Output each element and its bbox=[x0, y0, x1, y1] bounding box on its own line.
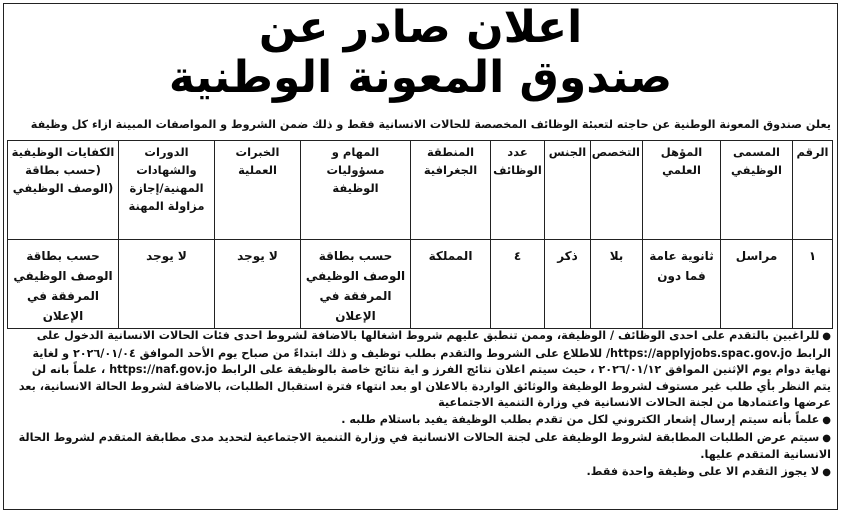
cell-gender: ذكر bbox=[545, 240, 591, 329]
note-application-line4: يتم النظر بأي طلب غير مستوف لشروط الوظيفة والوثائق الواردة بالاعلان او بعد انتهاء فترة استقبال الطلبات، بالاضافة لشروط الحالة الانسانية، بعد bbox=[18, 379, 831, 393]
note-committee-line2: الانسانية المتقدم عليها. bbox=[700, 448, 831, 462]
notes-section bbox=[10, 328, 831, 481]
jobs-table bbox=[7, 140, 833, 329]
announcement-title-line1: اعلان صادر عن bbox=[258, 2, 583, 53]
intro-text: يعلن صندوق المعونة الوطنية عن حاجته لتعبئة الوظائف المخصصة للحالات الانسانية فقط و ذلك ضمن الشروط و المواصفات المبينة ازاء كل وظيفة bbox=[30, 118, 831, 131]
bullet-icon: ● bbox=[822, 331, 831, 342]
table-row bbox=[8, 240, 833, 329]
note-committee-line1 bbox=[10, 430, 831, 448]
col-header-vacancies: عدد الوظائف bbox=[491, 141, 545, 240]
cell-number: ١ bbox=[793, 240, 833, 329]
cell-specialization: بلا bbox=[591, 240, 643, 329]
col-header-gender: الجنس bbox=[545, 141, 591, 240]
cell-region: المملكة bbox=[411, 240, 491, 329]
col-header-duties: المهام و مسؤوليات الوظيفة bbox=[301, 141, 411, 240]
note-application-line2: الرابط https://applyjobs.spac.gov.jo/ للاطلاع على الشروط والتقدم بطلب توظيف و ذلك ابتداءً من صباح يوم الأحد الموافق ٢٠٢٦/٠١/٠٤ و لغاية bbox=[32, 346, 831, 360]
note-application-line1 bbox=[10, 328, 831, 346]
col-header-experience: الخبرات العملية bbox=[215, 141, 301, 240]
col-header-qualification: المؤهل العلمي bbox=[643, 141, 721, 240]
col-header-competencies: الكفايات الوظيفية (حسب بطاقة (الوصف الوظيفي bbox=[8, 141, 119, 240]
col-header-courses: الدورات والشهادات المهنية/إجازة مزاولة المهنة bbox=[119, 141, 215, 240]
col-header-number: الرقم bbox=[793, 141, 833, 240]
bullet-icon: ● bbox=[822, 414, 831, 426]
cell-job-title: مراسل bbox=[721, 240, 793, 329]
col-header-job-title: المسمى الوظيفي bbox=[721, 141, 793, 240]
cell-experience: لا يوجد bbox=[215, 240, 301, 329]
note-application-line3: نهاية دوام يوم الإثنين الموافق ٢٠٢٦/٠١/١٢ ، حيث سيتم اعلان نتائج الفرز و اية نتائج خاصة بالوظيفة على الرابط https://naf.gov.jo ، علماً بانه لن bbox=[31, 363, 831, 377]
table-header-row bbox=[8, 141, 833, 240]
bullet-icon: ● bbox=[822, 432, 831, 444]
note-single-job bbox=[10, 464, 831, 482]
bullet-icon: ● bbox=[822, 466, 831, 478]
cell-courses: لا يوجد bbox=[119, 240, 215, 329]
note-text: للراغبين بالتقدم على احدى الوظائف / الوظيفة، وممن تنطبق عليهم شروط اشغالها بالاضافة لشروط احدى فئات الحالات الانسانية الدخول على bbox=[36, 329, 820, 342]
note-application-line5: عرضها واعتمادها من لجنة الحالات الانسانية في وزارة التنمية الاجتماعية bbox=[438, 396, 831, 410]
cell-duties: حسب بطاقة الوصف الوظيفي المرفقة في الإعلان bbox=[301, 240, 411, 329]
cell-vacancies: ٤ bbox=[491, 240, 545, 329]
col-header-specialization: التخصص bbox=[591, 141, 643, 240]
cell-qualification: ثانوية عامة فما دون bbox=[643, 240, 721, 329]
col-header-region: المنطقة الجغرافية bbox=[411, 141, 491, 240]
note-text: سيتم عرض الطلبات المطابقة لشروط الوظيفة على لجنة الحالات الانسانية في وزارة التنمية الاجتماعية لتحديد مدى مطابقة المتقدم لشروط الحالة bbox=[18, 430, 820, 444]
cell-competencies: حسب بطاقة الوصف الوظيفي المرفقة في الإعلان bbox=[8, 240, 119, 329]
note-email-notice bbox=[10, 412, 831, 430]
announcement-title-line2: صندوق المعونة الوطنية bbox=[168, 52, 673, 103]
note-text: علماً بأنه سيتم إرسال إشعار الكتروني لكل من تقدم بطلب الوظيفة يفيد باستلام طلبه . bbox=[341, 412, 820, 426]
note-text: لا يجوز التقدم الا على وظيفة واحدة فقط. bbox=[586, 464, 820, 478]
